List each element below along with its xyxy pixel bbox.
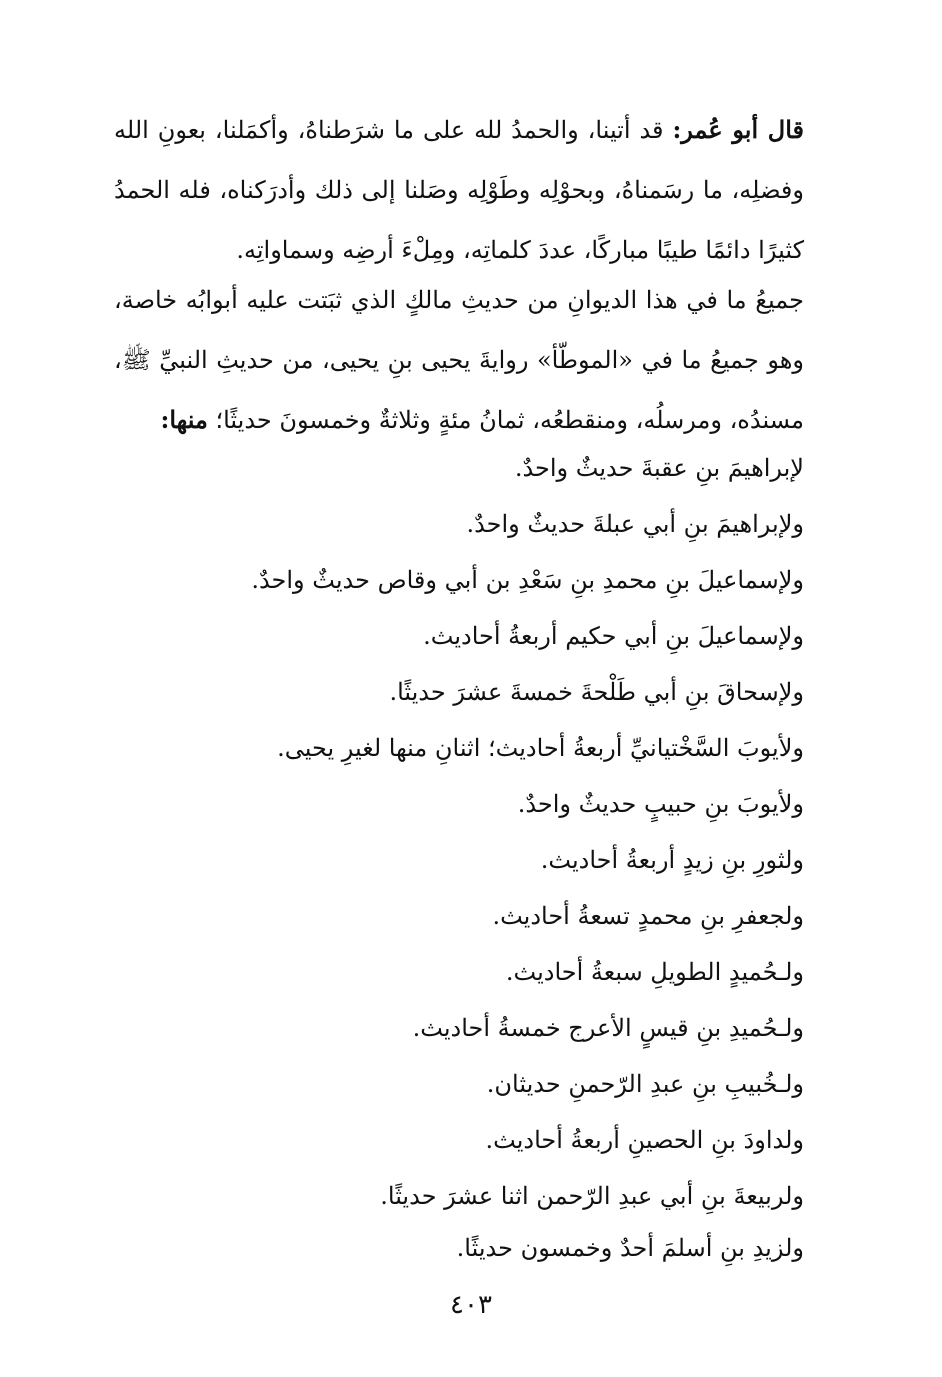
- summary-paragraph: [114, 270, 804, 450]
- list-item: ولإبراهيمَ بنِ أبي عبلةَ حديثٌ واحدٌ.: [466, 510, 804, 538]
- list-item: ولجعفرِ بنِ محمدٍ تسعةُ أحاديث.: [492, 902, 804, 930]
- list-item: ولثورِ بنِ زيدٍ أربعةُ أحاديث.: [540, 846, 804, 874]
- list-item: ولداودَ بنِ الحصينِ أربعةُ أحاديث.: [485, 1126, 804, 1154]
- paragraph-text: قد أتينا، والحمدُ لله على ما شرَطناهُ، وأكمَلنا، بعونِ الله وفضلِه، ما رسَمناهُ، وبحوْلِه وطَوْلِه وصَلنا إلى ذلك وأدرَكناه، فله الحمدُ كثيرًا دائمًا طيبًا مباركًا، عددَ كلماتِه، ومِلْءَ أرضِه وسماواتِه.: [114, 116, 804, 264]
- page-number: ٤٠٣: [450, 1290, 492, 1320]
- list-item: ولربيعةَ بنِ أبي عبدِ الرّحمن اثنا عشرَ حديثًا.: [380, 1182, 804, 1210]
- list-item: ولإسحاقَ بنِ أبي طَلْحةَ خمسةَ عشرَ حديثًا.: [389, 678, 804, 706]
- list-item: ولإسماعيلَ بنِ محمدِ بنِ سَعْدِ بن أبي وقاص حديثٌ واحدٌ.: [251, 566, 804, 594]
- paragraph-lead: قال أبو عُمر:: [672, 115, 804, 144]
- list-item: ولـحُميدٍ الطويلِ سبعةُ أحاديث.: [505, 958, 804, 986]
- list-item: ولزيدِ بنِ أسلمَ أحدٌ وخمسون حديثًا.: [456, 1234, 804, 1262]
- list-item: ولأيوبَ بنِ حبيبٍ حديثٌ واحدٌ.: [517, 790, 804, 818]
- list-item: ولـحُميدِ بنِ قيسٍ الأعرج خمسةُ أحاديث.: [412, 1014, 804, 1042]
- list-item: ولأيوبَ السَّخْتيانيِّ أربعةُ أحاديث؛ اثنانِ منها لغيرِ يحيى.: [277, 734, 804, 762]
- closing-paragraph: [114, 100, 804, 280]
- paragraph-text: جميعُ ما في هذا الديوانِ من حديثِ مالكٍ الذي ثبَتت عليه أبوابُه خاصة، وهو جميعُ ما في «الموطّأ» روايةَ يحيى بنِ يحيى، من حديثِ النبيِّ ﷺ، مسندُه، ومرسلُه، ومنقطعُه، ثمانُ مئةٍ وثلاثةٌ وخمسونَ حديثًا؛: [114, 286, 804, 434]
- list-item: ولإسماعيلَ بنِ أبي حكيم أربعةُ أحاديث.: [423, 622, 804, 650]
- paragraph-bold-tail: منها:: [160, 405, 208, 434]
- list-item: ولـخُبيبِ بنِ عبدِ الرّحمنِ حديثان.: [486, 1070, 804, 1098]
- list-item: لإبراهيمَ بنِ عقبةَ حديثٌ واحدٌ.: [514, 454, 804, 482]
